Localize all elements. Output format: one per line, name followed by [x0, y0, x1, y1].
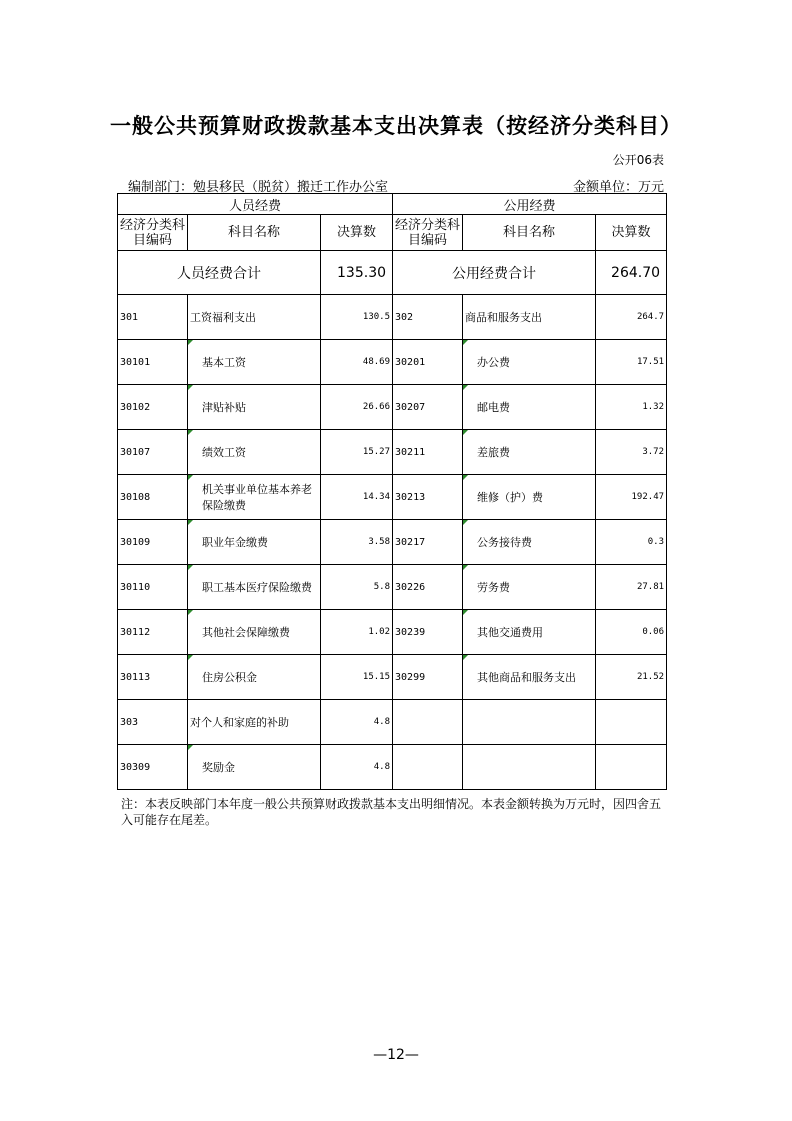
personnel-value-cell: 5.8 — [321, 565, 393, 610]
col-code-header: 经济分类科目编码 — [118, 215, 188, 251]
personnel-code-cell: 30113 — [118, 655, 188, 700]
col-code-header: 经济分类科目编码 — [393, 215, 463, 251]
public-name-cell: 商品和服务支出 — [463, 295, 596, 340]
public-value-cell: 3.72 — [596, 430, 667, 475]
table-row — [118, 520, 667, 565]
form-number: 公开06表 — [612, 153, 664, 167]
public-name-cell: 公务接待费 — [463, 520, 596, 565]
col-amount-header: 决算数 — [321, 215, 393, 251]
public-value-cell — [596, 745, 667, 790]
personnel-code-cell: 301 — [118, 295, 188, 340]
public-code-cell: 30239 — [393, 610, 463, 655]
table-row — [118, 340, 667, 385]
public-code-cell — [393, 700, 463, 745]
public-name-cell: 办公费 — [463, 340, 596, 385]
personnel-value-cell: 3.58 — [321, 520, 393, 565]
personnel-value-cell: 1.02 — [321, 610, 393, 655]
public-value-cell: 0.3 — [596, 520, 667, 565]
public-name-cell: 劳务费 — [463, 565, 596, 610]
personnel-total-value: 135.30 — [321, 251, 393, 295]
public-code-cell — [393, 745, 463, 790]
column-header-row — [118, 215, 667, 251]
personnel-value-cell: 15.27 — [321, 430, 393, 475]
personnel-code-cell: 30112 — [118, 610, 188, 655]
table-row — [118, 700, 667, 745]
public-value-cell: 0.06 — [596, 610, 667, 655]
public-code-cell: 30207 — [393, 385, 463, 430]
table-row — [118, 385, 667, 430]
table-row — [118, 745, 667, 790]
personnel-name-cell: 工资福利支出 — [188, 295, 321, 340]
table-row — [118, 655, 667, 700]
public-value-cell: 264.7 — [596, 295, 667, 340]
personnel-name-cell: 住房公积金 — [188, 655, 321, 700]
public-name-cell: 邮电费 — [463, 385, 596, 430]
personnel-code-cell: 30110 — [118, 565, 188, 610]
personnel-header: 人员经费 — [118, 194, 393, 215]
public-code-cell: 30211 — [393, 430, 463, 475]
public-value-cell: 21.52 — [596, 655, 667, 700]
personnel-name-cell: 奖励金 — [188, 745, 321, 790]
page-number: —12— — [373, 1047, 419, 1063]
public-name-cell: 其他商品和服务支出 — [463, 655, 596, 700]
public-name-cell: 其他交通费用 — [463, 610, 596, 655]
personnel-name-cell: 其他社会保障缴费 — [188, 610, 321, 655]
public-name-cell — [463, 745, 596, 790]
public-value-cell: 192.47 — [596, 475, 667, 520]
public-name-cell: 差旅费 — [463, 430, 596, 475]
personnel-value-cell: 26.66 — [321, 385, 393, 430]
section-header-row — [118, 194, 667, 215]
public-name-cell — [463, 700, 596, 745]
personnel-name-cell: 绩效工资 — [188, 430, 321, 475]
public-total-value: 264.70 — [596, 251, 667, 295]
personnel-name-cell: 对个人和家庭的补助 — [188, 700, 321, 745]
personnel-name-cell: 机关事业单位基本养老保险缴费 — [188, 475, 321, 520]
total-row — [118, 251, 667, 295]
personnel-value-cell: 14.34 — [321, 475, 393, 520]
personnel-value-cell: 4.8 — [321, 700, 393, 745]
table-row — [118, 430, 667, 475]
unit-label: 金额单位：万元 — [572, 180, 664, 195]
public-code-cell: 30299 — [393, 655, 463, 700]
public-code-cell: 30217 — [393, 520, 463, 565]
personnel-code-cell: 30309 — [118, 745, 188, 790]
public-value-cell: 27.81 — [596, 565, 667, 610]
personnel-total-label: 人员经费合计 — [118, 251, 321, 295]
table-row — [118, 475, 667, 520]
public-code-cell: 30201 — [393, 340, 463, 385]
table-row — [118, 295, 667, 340]
personnel-name-cell: 职工基本医疗保险缴费 — [188, 565, 321, 610]
col-name-header: 科目名称 — [188, 215, 321, 251]
personnel-name-cell: 津贴补贴 — [188, 385, 321, 430]
department-label: 编制部门：勉县移民（脱贫）搬迁工作办公室 — [128, 180, 389, 195]
public-code-cell: 30213 — [393, 475, 463, 520]
personnel-value-cell: 48.69 — [321, 340, 393, 385]
table-row — [118, 610, 667, 655]
public-code-cell: 30226 — [393, 565, 463, 610]
page-title: 一般公共预算财政拨款基本支出决算表（按经济分类科目） — [110, 114, 682, 138]
personnel-code-cell: 303 — [118, 700, 188, 745]
public-value-cell: 17.51 — [596, 340, 667, 385]
personnel-code-cell: 30102 — [118, 385, 188, 430]
personnel-code-cell: 30108 — [118, 475, 188, 520]
public-code-cell: 302 — [393, 295, 463, 340]
table-note: 注：本表反映部门本年度一般公共预算财政拨款基本支出明细情况。本表金额转换为万元时，因四舍五入可能存在尾差。 — [121, 797, 662, 827]
col-name-header: 科目名称 — [463, 215, 596, 251]
expenditure-table — [117, 193, 667, 790]
personnel-name-cell: 基本工资 — [188, 340, 321, 385]
personnel-value-cell: 15.15 — [321, 655, 393, 700]
personnel-code-cell: 30107 — [118, 430, 188, 475]
public-value-cell — [596, 700, 667, 745]
public-header: 公用经费 — [393, 194, 667, 215]
personnel-code-cell: 30101 — [118, 340, 188, 385]
personnel-value-cell: 4.8 — [321, 745, 393, 790]
personnel-code-cell: 30109 — [118, 520, 188, 565]
public-total-label: 公用经费合计 — [393, 251, 596, 295]
table-row — [118, 565, 667, 610]
col-amount-header: 决算数 — [596, 215, 667, 251]
public-value-cell: 1.32 — [596, 385, 667, 430]
public-name-cell: 维修（护）费 — [463, 475, 596, 520]
personnel-value-cell: 130.5 — [321, 295, 393, 340]
personnel-name-cell: 职业年金缴费 — [188, 520, 321, 565]
